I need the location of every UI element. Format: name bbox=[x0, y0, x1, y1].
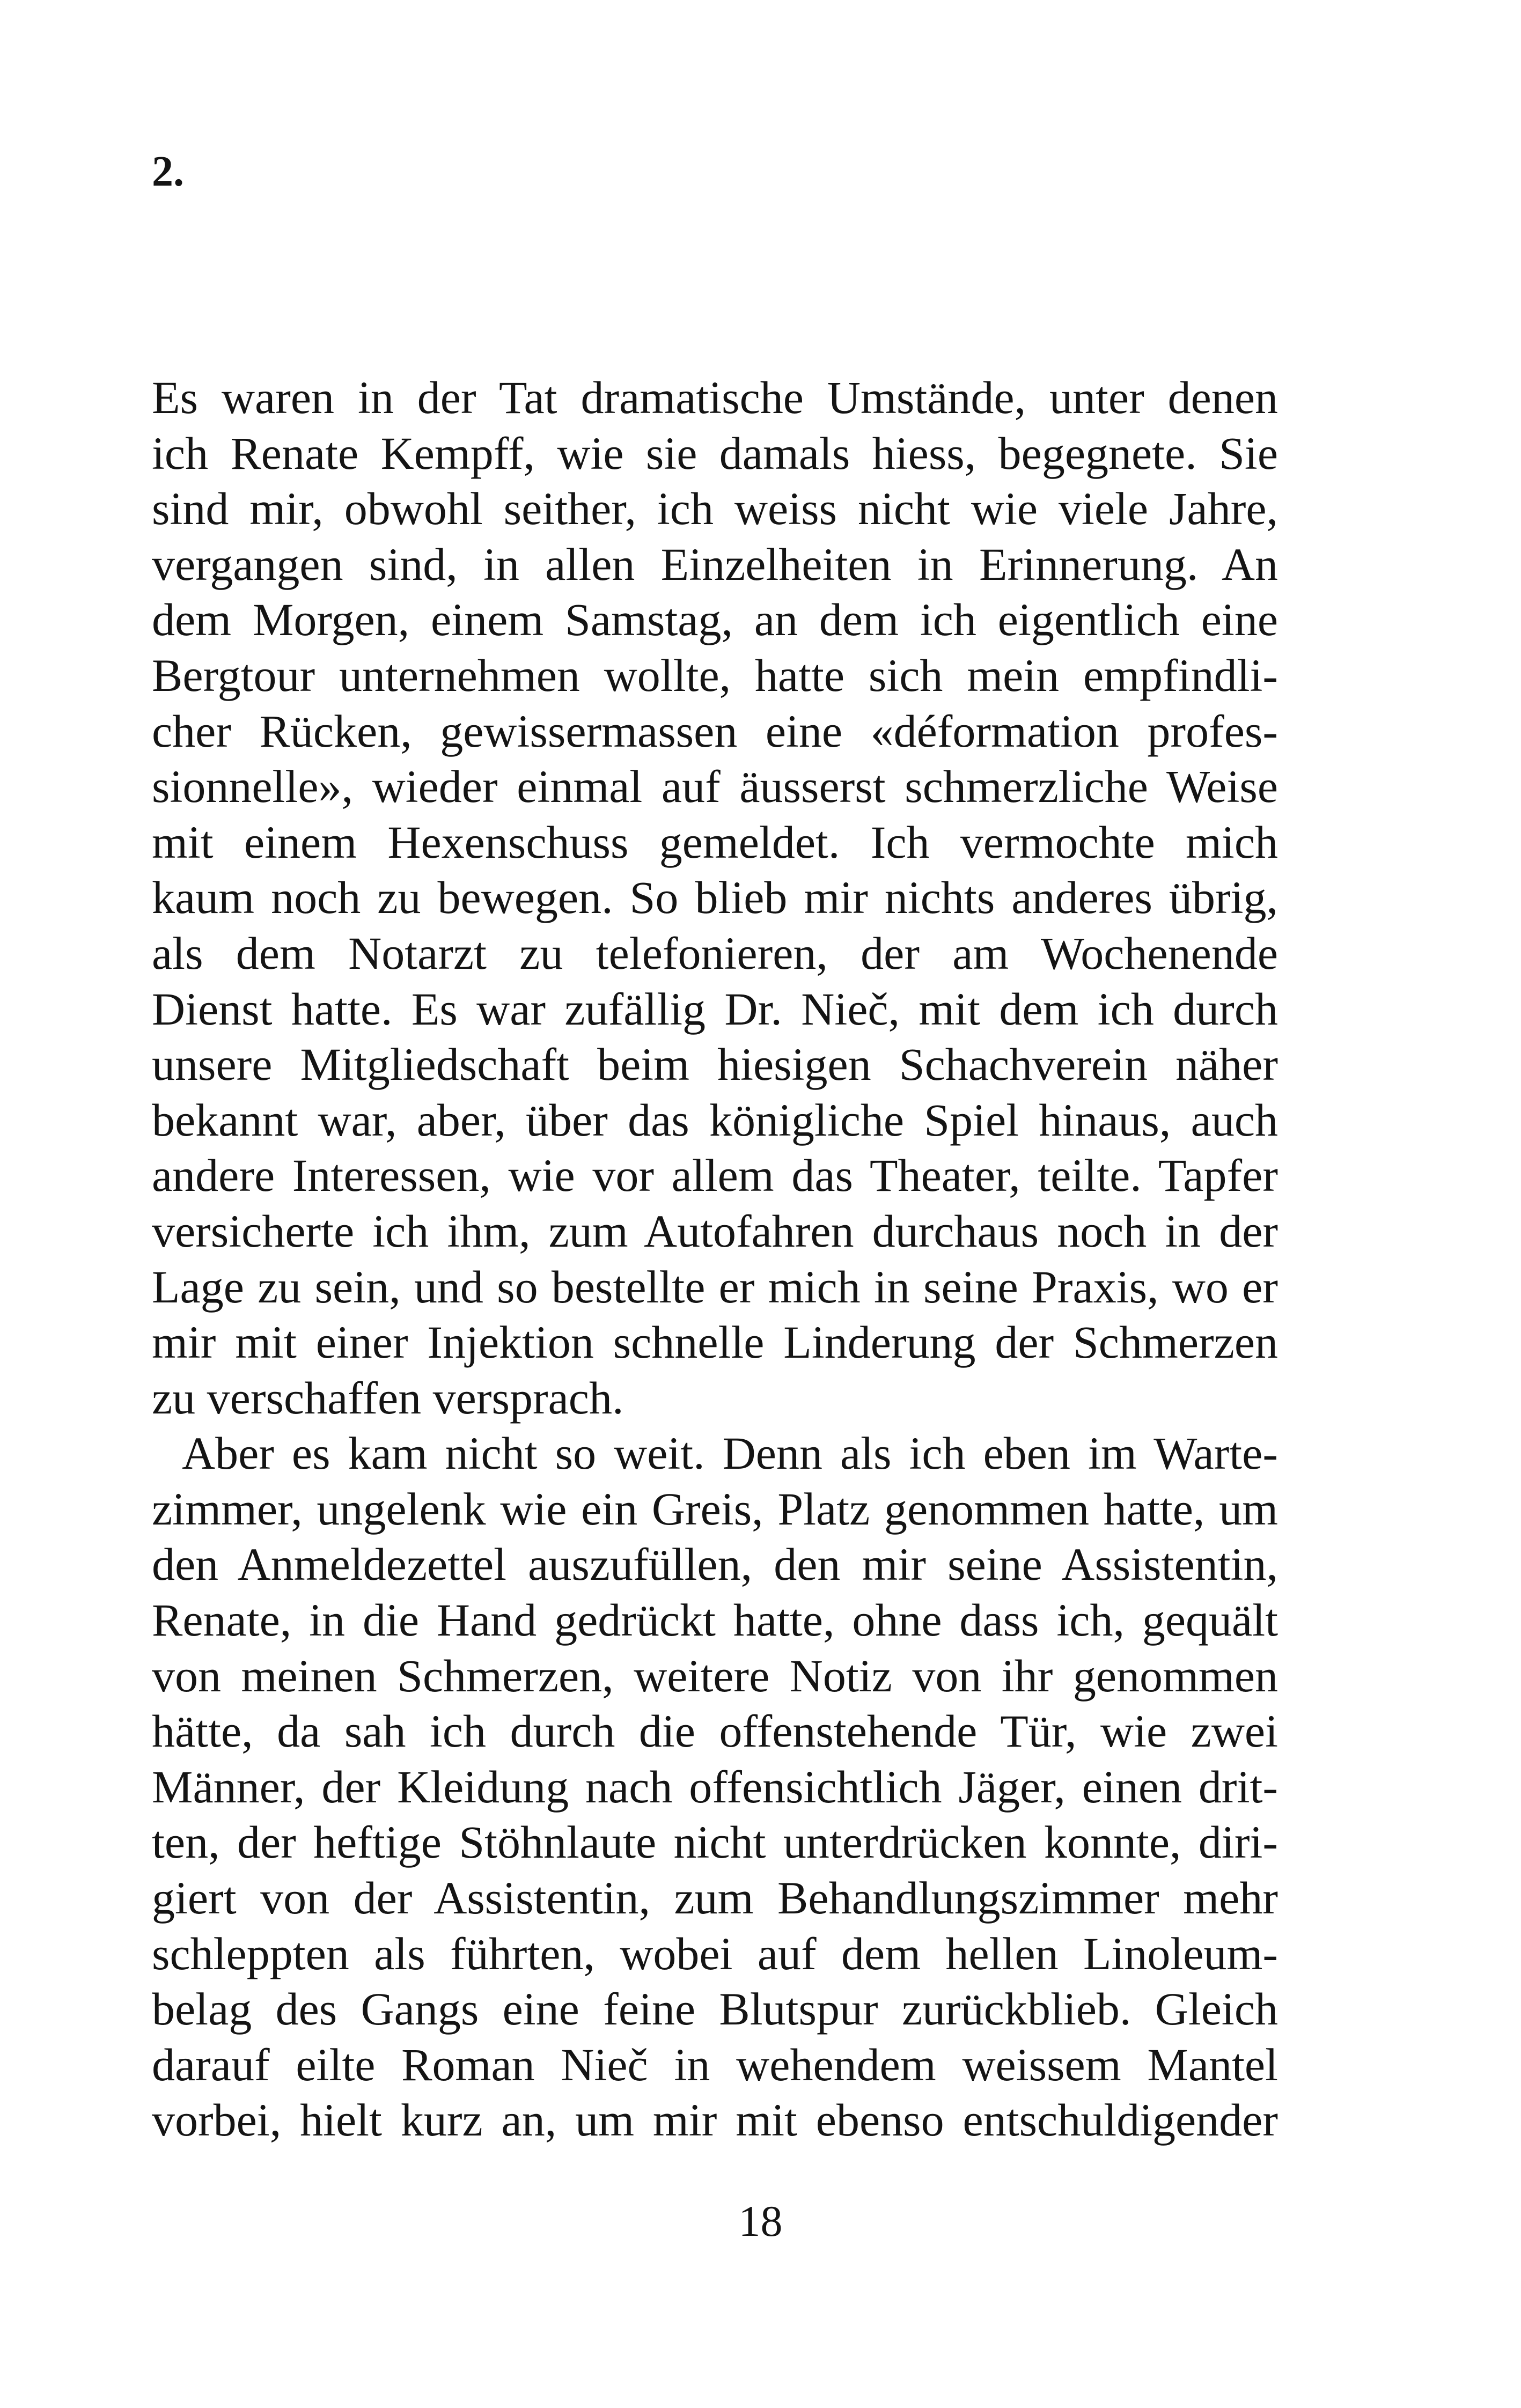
text-line: ten, der heftige Stöhnlaute nicht unterdrücken konnte, diri- bbox=[152, 1816, 1278, 1868]
text-line: Lage zu sein, und so bestellte er mich in seine Praxis, wo er bbox=[152, 1261, 1278, 1313]
text-line: sind mir, obwohl seither, ich weiss nicht wie viele Jahre, bbox=[152, 483, 1278, 535]
text-line: giert von der Assistentin, zum Behandlungszimmer mehr bbox=[152, 1872, 1278, 1924]
paragraph-1 bbox=[152, 370, 1278, 1426]
text-line: mir mit einer Injektion schnelle Linderung der Schmerzen bbox=[152, 1316, 1278, 1368]
text-line: dem Morgen, einem Samstag, an dem ich eigentlich eine bbox=[152, 594, 1278, 646]
text-line: darauf eilte Roman Nieč in wehendem weissem Mantel bbox=[152, 2038, 1278, 2090]
text-line: zimmer, ungelenk wie ein Greis, Platz genommen hatte, um bbox=[152, 1483, 1278, 1535]
text-line: unsere Mitgliedschaft beim hiesigen Schachverein näher bbox=[152, 1039, 1278, 1091]
text-line: vorbei, hielt kurz an, um mir mit ebenso entschuldigender bbox=[152, 2094, 1278, 2146]
body-text bbox=[152, 370, 1278, 2148]
text-line: zu verschaffen versprach. bbox=[152, 1372, 624, 1424]
text-line: cher Rücken, gewissermassen eine «déformation profes- bbox=[152, 705, 1278, 757]
text-line: den Anmeldezettel auszufüllen, den mir seine Assistentin, bbox=[152, 1538, 1278, 1590]
text-line: versicherte ich ihm, zum Autofahren durchaus noch in der bbox=[152, 1205, 1278, 1257]
text-line: belag des Gangs eine feine Blutspur zurückblieb. Gleich bbox=[152, 1983, 1278, 2035]
text-line: Bergtour unternehmen wollte, hatte sich mein empfindli- bbox=[152, 649, 1278, 701]
text-line: Es waren in der Tat dramatische Umstände, unter denen bbox=[152, 372, 1278, 423]
text-line: bekannt war, aber, über das königliche Spiel hinaus, auch bbox=[152, 1094, 1278, 1146]
text-line: sionnelle», wieder einmal auf äusserst schmerzliche Weise bbox=[152, 761, 1278, 813]
paragraph-2 bbox=[152, 1426, 1278, 2148]
text-line: schleppten als führten, wobei auf dem hellen Linoleum- bbox=[152, 1927, 1278, 1979]
text-line: kaum noch zu bewegen. So blieb mir nichts anderes übrig, bbox=[152, 872, 1278, 924]
text-line: ich Renate Kempff, wie sie damals hiess, begegnete. Sie bbox=[152, 427, 1278, 479]
text-line: als dem Notarzt zu telefonieren, der am Wochenende bbox=[152, 927, 1278, 979]
text-line: Dienst hatte. Es war zufällig Dr. Nieč, mit dem ich durch bbox=[152, 983, 1278, 1035]
text-line: vergangen sind, in allen Einzelheiten in Erinnerung. An bbox=[152, 538, 1278, 590]
text-line: mit einem Hexenschuss gemeldet. Ich vermochte mich bbox=[152, 816, 1278, 868]
page-number: 18 bbox=[738, 2197, 783, 2245]
text-line: von meinen Schmerzen, weitere Notiz von ihr genommen bbox=[152, 1649, 1278, 1702]
chapter-number: 2. bbox=[152, 148, 184, 195]
text-line: Männer, der Kleidung nach offensichtlich Jäger, einen drit- bbox=[152, 1761, 1278, 1813]
text-line: andere Interessen, wie vor allem das Theater, teilte. Tapfer bbox=[152, 1150, 1278, 1202]
text-line: Renate, in die Hand gedrückt hatte, ohne dass ich, gequält bbox=[152, 1594, 1278, 1646]
text-line: Aber es kam nicht so weit. Denn als ich eben im Warte- bbox=[182, 1427, 1278, 1479]
text-line: hätte, da sah ich durch die offenstehende Tür, wie zwei bbox=[152, 1705, 1278, 1757]
